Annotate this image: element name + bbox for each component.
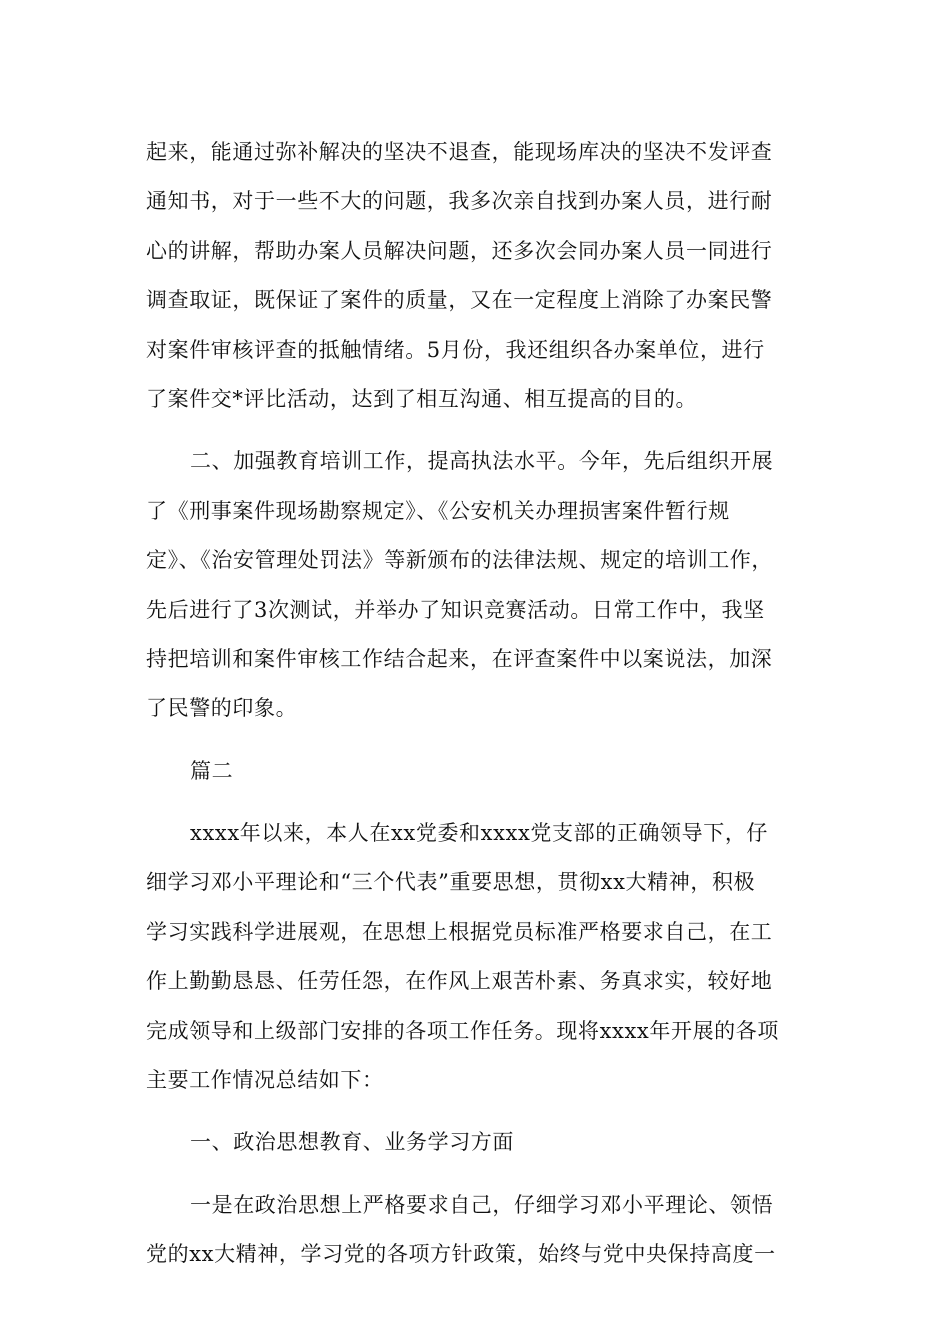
text-line: 先后进行了3次测试，并举办了知识竞赛活动。日常工作中，我坚 — [146, 597, 765, 622]
paragraph-summary — [146, 809, 806, 1105]
text-line: 作上勤勤恳恳、任劳任怨，在作风上艰苦朴素、务真求实，较好地 — [146, 969, 773, 994]
text-line: 对案件审核评查的抵触情绪。5月份，我还组织各办案单位，进行 — [146, 337, 765, 362]
text-line: 主要工作情况总结如下： — [146, 1068, 384, 1093]
paragraph-political — [146, 1181, 806, 1280]
text-line: 起来，能通过弥补解决的坚决不退查，能现场库决的坚决不发评查 — [146, 140, 773, 164]
text-line: 一是在政治思想上严格要求自己，仔细学习邓小平理论、领悟 — [190, 1192, 774, 1217]
text-line: 细学习邓小平理论和“三个代表”重要思想，贯彻xx大精神，积极 — [146, 870, 756, 895]
subheading: 一、政治思想教育、业务学习方面 — [190, 1130, 514, 1155]
text-line: xxxx年以来，本人在xx党委和xxxx党支部的正确领导下，仔 — [190, 821, 769, 846]
text-line: 学习实践科学进展观，在思想上根据党员标准严格要求自己，在工 — [146, 919, 773, 944]
text-line: 了《刑事案件现场勘察规定》、《公安机关办理损害案件暂行规 — [146, 498, 730, 523]
text-line: 通知书，对于一些不大的问题，我多次亲自找到办案人员，进行耐 — [146, 189, 773, 214]
text-line: 了民警的印象。 — [146, 696, 298, 721]
text-line: 二、加强教育培训工作，提高执法水平。今年，先后组织开展 — [190, 449, 774, 474]
text-line: 党的xx大精神，学习党的各项方针政策，始终与党中央保持高度一 — [146, 1242, 776, 1267]
paragraph-training — [146, 437, 806, 733]
text-line: 定》、《治安管理处罚法》等新颁布的法律法规、规定的培训工作， — [146, 548, 773, 573]
document-body — [146, 128, 806, 1280]
paragraph-continuation — [146, 128, 806, 424]
text-line: 完成领导和上级部门安排的各项工作任务。现将xxxx年开展的各项 — [146, 1018, 779, 1043]
text-line: 调查取证，既保证了案件的质量，又在一定程度上消除了办案民警 — [146, 288, 773, 313]
text-line: 持把培训和案件审核工作结合起来，在评查案件中以案说法，加深 — [146, 646, 773, 671]
text-line: 心的讲解，帮助办案人员解决问题，还多次会同办案人员一同进行 — [146, 238, 773, 263]
text-line: 了案件交*评比活动，达到了相互沟通、相互提高的目的。 — [146, 386, 698, 411]
section-heading: 篇二 — [190, 758, 234, 783]
